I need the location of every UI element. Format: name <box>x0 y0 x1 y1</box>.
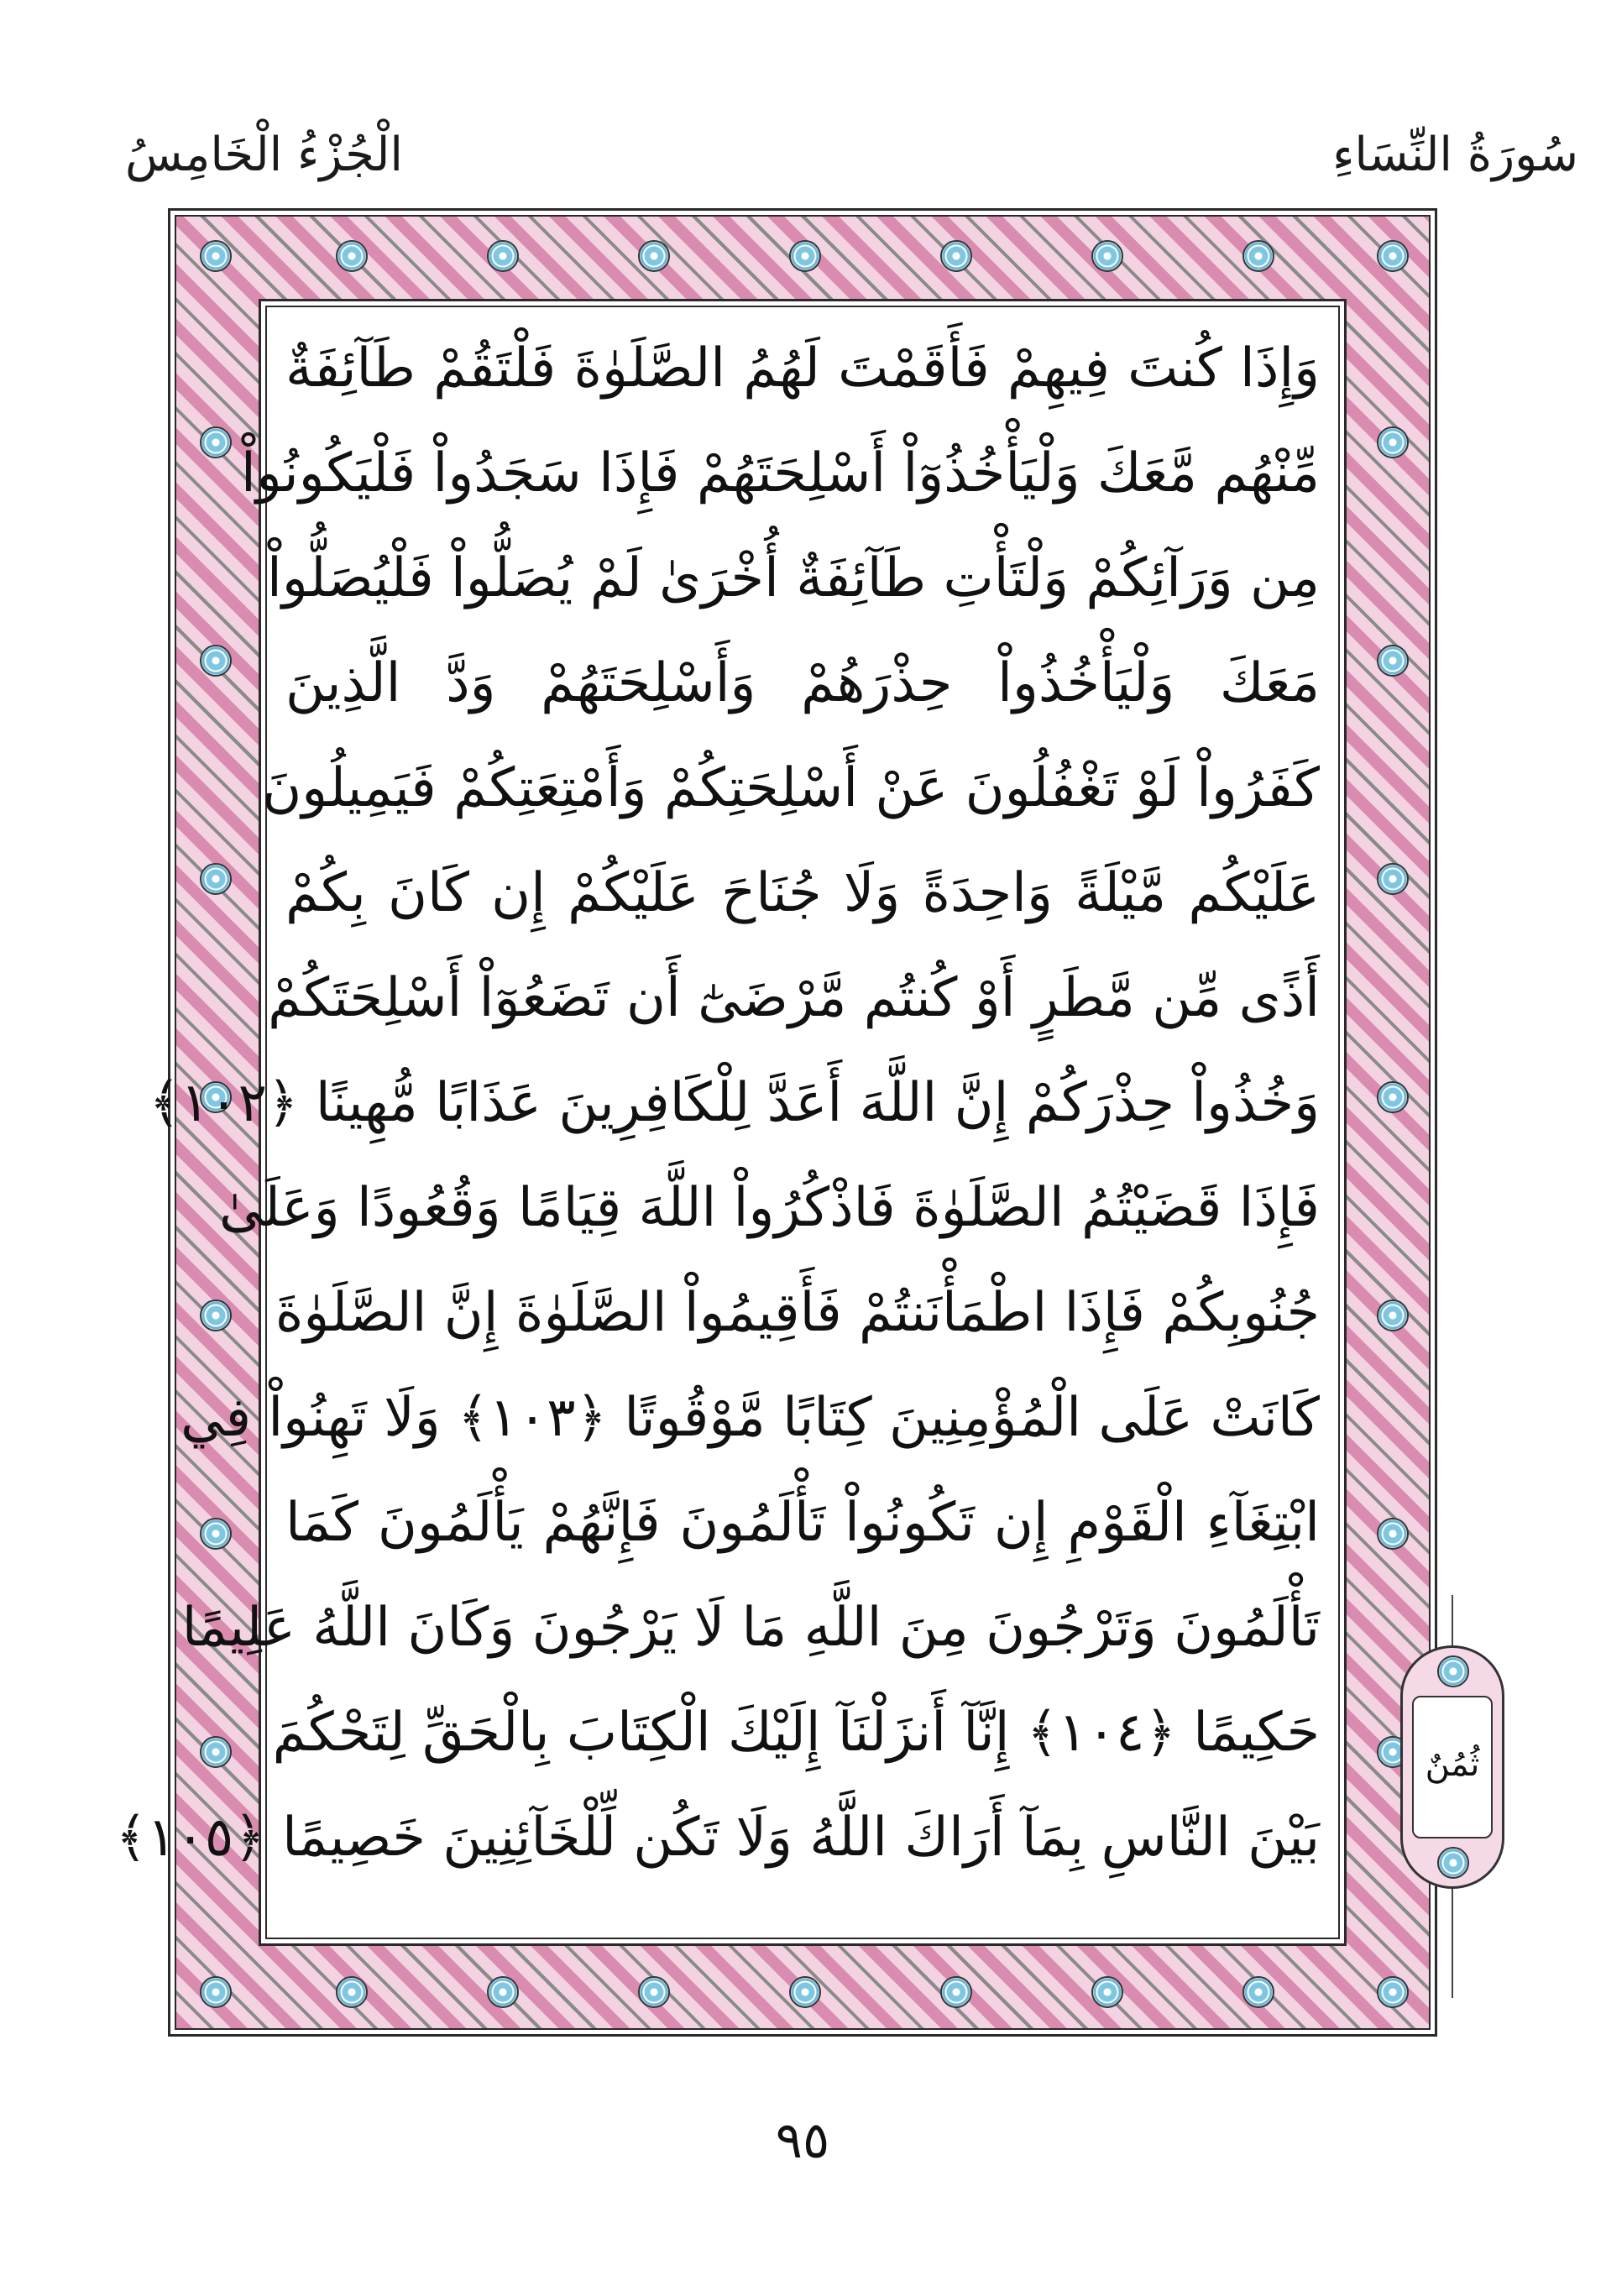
juz-name: الْجُزْءُ الْخَامِسُ <box>124 128 403 182</box>
verse-line: وَخُذُواْ حِذْرَكُمْ إِنَّ اللَّهَ أَعَدَّ لِلْكَافِرِينَ عَذَابًا مُّهِينًا ﴿١٠٢﴾ <box>149 1072 1320 1134</box>
flower-rosette-icon <box>789 240 821 272</box>
verse-line: مِن وَرَآئِكُمْ وَلْتَأْتِ طَآئِفَةٌ أُخْرَىٰ لَمْ يُصَلُّواْ فَلْيُصَلُّواْ <box>267 547 1320 609</box>
flower-rosette-icon <box>1091 240 1123 272</box>
flower-rosette-icon <box>1377 1518 1409 1550</box>
flower-rosette-icon <box>200 1736 232 1768</box>
verse-line: جُنُوبِكُمْ فَإِذَا اطْمَأْنَنتُمْ فَأَقِيمُواْ الصَّلَوٰةَ إِنَّ الصَّلَوٰةَ <box>275 1282 1320 1344</box>
flower-rosette-icon <box>1377 645 1409 677</box>
marker-stem-bottom <box>1452 1889 1453 1998</box>
thumun-label: ثُمُنٌ <box>1425 1745 1480 1784</box>
flower-rosette-icon <box>789 1976 821 2008</box>
flower-rosette-icon <box>1377 426 1409 458</box>
flower-rosette-icon <box>1091 1976 1123 2008</box>
surah-name: سُورَةُ النِّسَاءِ <box>1332 128 1578 182</box>
flower-rosette-icon <box>200 645 232 677</box>
verse-line: كَفَرُواْ لَوْ تَغْفُلُونَ عَنْ أَسْلِحَتِكُمْ وَأَمْتِعَتِكُمْ فَيَمِيلُونَ <box>262 757 1320 819</box>
flower-rosette-icon <box>638 1976 670 2008</box>
flower-rosette-icon <box>200 1300 232 1331</box>
flower-rosette-icon <box>1377 1300 1409 1331</box>
flower-rosette-icon <box>200 426 232 458</box>
verse-line: وَإِذَا كُنتَ فِيهِمْ فَأَقَمْتَ لَهُمُ الصَّلَوٰةَ فَلْتَقُمْ طَآئِفَةٌ <box>285 337 1321 400</box>
flower-rosette-icon <box>487 240 519 272</box>
verse-line: حَكِيمًا ﴿١٠٤﴾ إِنَّآ أَنزَلْنَآ إِلَيْكَ الْكِتَابَ بِالْحَقِّ لِتَحْكُمَ <box>272 1702 1320 1764</box>
verse-line: ابْتِغَآءِ الْقَوْمِ إِن تَكُونُواْ تَأْلَمُونَ فَإِنَّهُمْ يَأْلَمُونَ كَمَا <box>285 1492 1320 1554</box>
flower-rosette-icon <box>336 240 368 272</box>
page-number: ٩٥ <box>775 2111 830 2170</box>
flower-rosette-icon <box>1377 240 1409 272</box>
verse-line: مَعَكَ وَلْيَأْخُذُواْ حِذْرَهُمْ وَأَسْلِحَتَهُمْ وَدَّ الَّذِينَ <box>285 652 1320 714</box>
verse-line: تَأْلَمُونَ وَتَرْجُونَ مِنَ اللَّهِ مَا لَا يَرْجُونَ وَكَانَ اللَّهُ عَلِيمًا <box>181 1597 1320 1659</box>
verse-line: مِّنْهُم مَّعَكَ وَلْيَأْخُذُوٓاْ أَسْلِحَتَهُمْ فَإِذَا سَجَدُواْ فَلْيَكُونُواْ <box>241 442 1320 505</box>
flower-rosette-icon <box>940 1976 972 2008</box>
flower-rosette-icon <box>1377 1976 1409 2008</box>
verse-text-area <box>115 319 1321 1897</box>
verse-line: أَذًى مِّن مَّطَرٍ أَوْ كُنتُم مَّرْضَىٰٓ أَن تَضَعُوٓاْ أَسْلِحَتَكُمْ <box>268 967 1320 1029</box>
flower-rosette-icon <box>940 240 972 272</box>
flower-rosette-icon <box>487 1976 519 2008</box>
flower-rosette-icon <box>200 1976 232 2008</box>
marker-stem-top <box>1452 1595 1453 1645</box>
flower-rosette-icon <box>1242 240 1274 272</box>
flower-rosette-icon <box>1377 863 1409 895</box>
verse-line: عَلَيْكُم مَّيْلَةً وَاحِدَةً وَلَا جُنَاحَ عَلَيْكُمْ إِن كَانَ بِكُمْ <box>285 862 1320 924</box>
flower-rosette-icon <box>200 863 232 895</box>
flower-rosette-icon <box>200 240 232 272</box>
flower-rosette-icon <box>200 1518 232 1550</box>
thumun-marker <box>1400 1645 1504 1889</box>
verse-line: كَانَتْ عَلَى الْمُؤْمِنِينَ كِتَابًا مَّوْقُوتًا ﴿١٠٣﴾ وَلَا تَهِنُواْ فِي <box>180 1387 1320 1449</box>
flower-rosette-icon <box>638 240 670 272</box>
flower-rosette-icon <box>1437 1847 1469 1879</box>
flower-rosette-icon <box>1437 1655 1469 1687</box>
flower-rosette-icon <box>1377 1081 1409 1113</box>
verse-line: فَإِذَا قَضَيْتُمُ الصَّلَوٰةَ فَاذْكُرُواْ اللَّهَ قِيَامًا وَقُعُودًا وَعَلَىٰ <box>218 1177 1320 1239</box>
flower-rosette-icon <box>336 1976 368 2008</box>
verse-line: بَيْنَ النَّاسِ بِمَآ أَرَاكَ اللَّهُ وَلَا تَكُن لِّلْخَآئِنِينَ خَصِيمًا ﴿١٠٥﴾ <box>115 1807 1320 1869</box>
flower-rosette-icon <box>1242 1976 1274 2008</box>
